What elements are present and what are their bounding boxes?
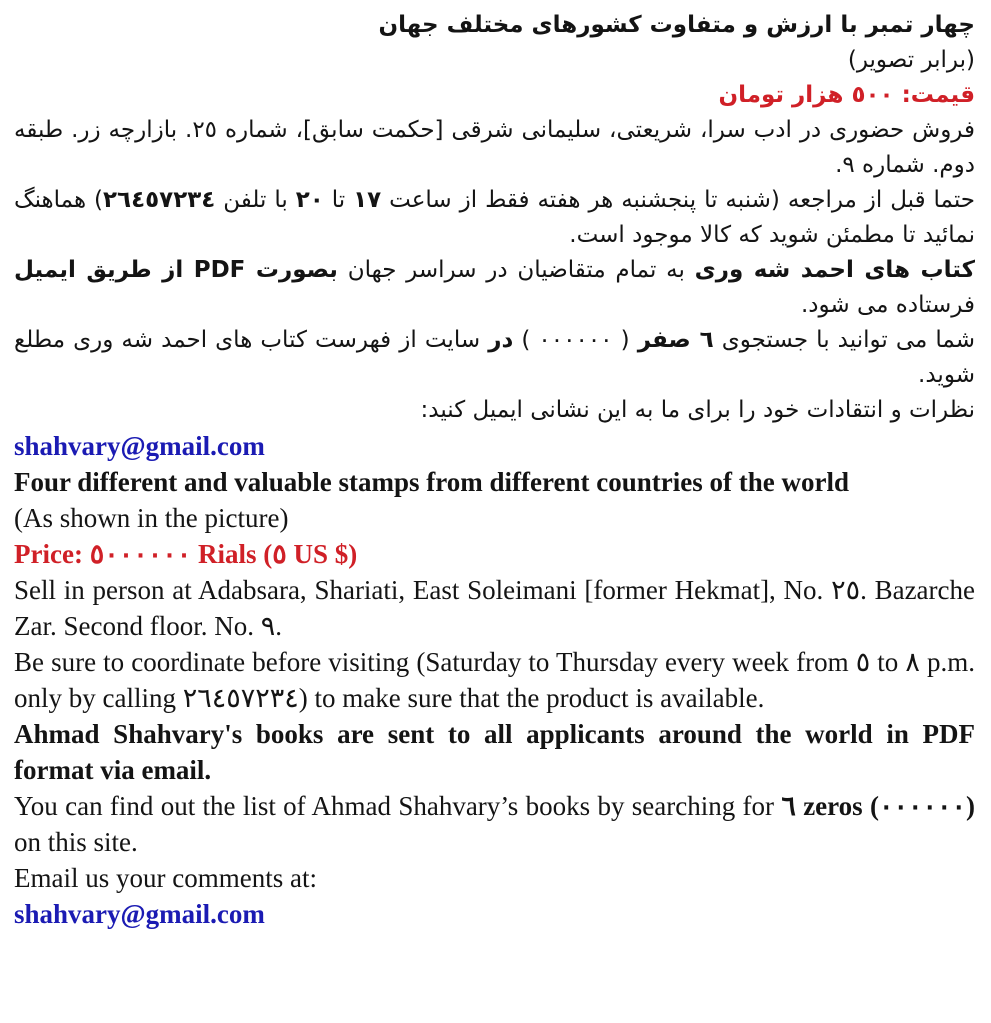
fa-visit-phone-label: با تلفن bbox=[215, 187, 296, 213]
en-search-tail: on this site. bbox=[14, 827, 138, 857]
en-price: Price: ٥٠٠٠٠٠٠ Rials (٥ US $) bbox=[14, 539, 358, 569]
fa-visit-between: تا bbox=[323, 187, 354, 213]
fa-visit-hour-from: ١٧ bbox=[353, 187, 382, 213]
fa-search-tail: سایت از فهرست کتاب های احمد شه وری مطلع شوید. bbox=[14, 327, 975, 388]
fa-subtitle: (برابر تصویر) bbox=[847, 47, 975, 73]
fa-price: قیمت: ٥٠٠ هزار تومان bbox=[718, 82, 975, 108]
fa-comments-note: نظرات و انتقادات خود را برای ما به این نشانی ایمیل کنید: bbox=[420, 397, 975, 423]
en-search-pre: You can find out the list of Ahmad Shahvary’s books by searching for bbox=[14, 791, 782, 821]
fa-visit-note bbox=[14, 183, 975, 253]
en-search-note bbox=[14, 788, 975, 860]
en-search-zeros: ٦ zeros (٠٠٠٠٠٠) bbox=[781, 791, 975, 821]
english-section bbox=[14, 428, 975, 932]
fa-visit-pre: حتما قبل از مراجعه (شنبه تا پنجشنبه هر هفته فقط از ساعت bbox=[381, 187, 975, 213]
en-title: Four different and valuable stamps from different countries of the world bbox=[14, 467, 849, 497]
fa-email-link[interactable]: shahvary@gmail.com bbox=[14, 431, 265, 461]
fa-title: چهار تمبر با ارزش و متفاوت کشورهای مختلف جهان bbox=[378, 12, 975, 38]
fa-books-middle: به تمام متقاضیان در سراسر جهان bbox=[337, 257, 695, 283]
fa-search-pre: شما می توانید با جستجوی bbox=[713, 327, 976, 353]
en-email-link[interactable]: shahvary@gmail.com bbox=[14, 899, 265, 929]
en-comments-note: Email us your comments at: bbox=[14, 863, 317, 893]
en-books-note: Ahmad Shahvary's books are sent to all applicants around the world in PDF format via email. bbox=[14, 719, 975, 785]
en-visit-note: Be sure to coordinate before visiting (Saturday to Thursday every week from ٥ to ٨ p.m. only by calling ٢٦٤٥٧٢٣٤) to make sure that the product is available. bbox=[14, 647, 975, 713]
fa-books-author: کتاب های احمد شه وری bbox=[694, 257, 975, 283]
fa-search-in: در bbox=[488, 327, 514, 353]
fa-visit-hour-to: ٢٠ bbox=[295, 187, 324, 213]
persian-section bbox=[14, 8, 975, 428]
fa-books-note bbox=[14, 253, 975, 323]
fa-books-format: بصورت PDF از طریق ایمیل bbox=[14, 257, 338, 283]
en-address: Sell in person at Adabsara, Shariati, East Soleimani [former Hekmat], No. ٢٥. Bazarche Zar. Second floor. No. ٩. bbox=[14, 575, 975, 641]
fa-search-zeros-label: ٦ صفر bbox=[637, 327, 714, 353]
fa-address: فروش حضوری در ادب سرا، شریعتی، سلیمانی شرقی [حکمت سابق]، شماره ٢٥. بازارچه زر. طبقه دوم. شماره ٩. bbox=[14, 117, 975, 178]
fa-search-zeros-value: ( ٠٠٠٠٠٠ ) bbox=[513, 327, 638, 353]
fa-search-note bbox=[14, 323, 975, 393]
fa-books-tail: فرستاده می شود. bbox=[800, 292, 975, 318]
en-subtitle: (As shown in the picture) bbox=[14, 503, 289, 533]
fa-visit-post: ) هماهنگ نمائید تا مطمئن شوید که کالا موجود است. bbox=[14, 187, 975, 248]
fa-visit-phone: ٢٦٤٥٧٢٣٤ bbox=[103, 187, 216, 213]
